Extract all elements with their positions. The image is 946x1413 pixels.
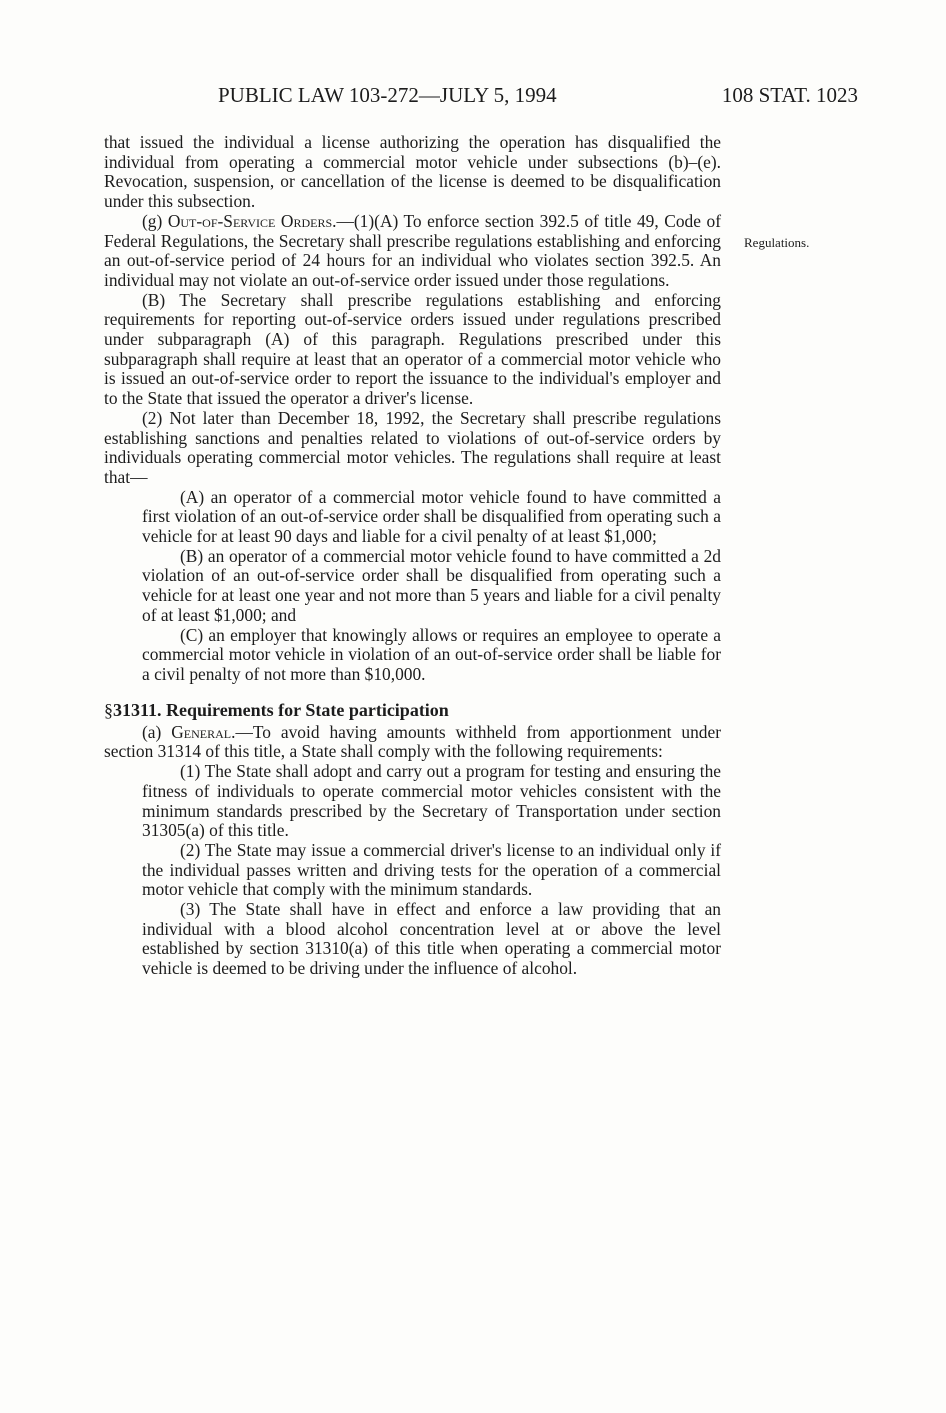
subsection-a-prefix: (a) xyxy=(142,721,172,742)
subparagraph-g2A: (A) an operator of a commercial motor vehicle found to have committed a first violation of an out-of-service order shall be disqualified from operating such a vehicle for at least 90 days and liable for a civil penalty of at least $1,000; xyxy=(142,486,721,547)
section-heading xyxy=(104,699,721,721)
subsection-a xyxy=(104,723,721,762)
subsection-g xyxy=(104,212,721,291)
subsection-g-heading: Out-of-Service Orders. xyxy=(167,210,337,231)
document-body xyxy=(104,133,721,979)
statute-page-number: 108 STAT. 1023 xyxy=(721,83,858,107)
subparagraph-g2B: (B) an operator of a commercial motor vehicle found to have committed a 2d violation of an out-of-service order shall be disqualified from operating such a vehicle for at least one year and not more than 5 years and liable for a civil penalty of at least $1,000; and xyxy=(142,545,721,625)
subparagraph-g2C: (C) an employer that knowingly allows or requires an employee to operate a commercial motor vehicle in violation of an out-of-service order shall be liable for a civil penalty of not more than $10,000. xyxy=(142,624,721,684)
paragraph-a3: (3) The State shall have in effect and enforce a law providing that an individual with a blood alcohol concentration level at or above the level established by section 31310(a) of this title when operating a commercial motor vehicle is deemed to be driving under the influence of alcohol. xyxy=(142,899,721,979)
margin-note-regulations: Regulations. xyxy=(744,235,810,250)
paragraph-g2: (2) Not later than December 18, 1992, the Secretary shall prescribe regulations establishing sanctions and penalties related to violations of out-of-service orders by individuals operating commercial motor vehicles. The regulations shall require at least that— xyxy=(104,407,721,487)
subsection-g-text: —(1)(A) To enforce section 392.5 of title 49, Code of Federal Regulations, the Secretary shall prescribe regulations establishing and enforcing an out-of-service period of 24 hours for an individual who violates section 392.5. An individual may not violate an out-of-service order issued under those regulations. xyxy=(104,210,721,290)
paragraph-a2: (2) The State may issue a commercial driver's license to an individual only if the individual passes written and driving tests for the operation of a commercial motor vehicle that comply with the minimum standards. xyxy=(142,839,721,900)
section-symbol: § xyxy=(104,699,113,720)
subsection-g-prefix: (g) xyxy=(142,210,168,231)
paragraph-g1B: (B) The Secretary shall prescribe regulations establishing and enforcing requirements for reporting out-of-service orders issued under regulations prescribed under subparagraph (A) of this paragraph. Regulations prescribed under this subparagraph shall require at least that an operator of a commercial motor vehicle who is issued an out-of-service order to report the issuance to the individual's employer and to the State that issued the operator a driver's license. xyxy=(104,289,721,409)
page-header xyxy=(218,80,858,110)
section-title: Requirements for State participation xyxy=(166,699,449,720)
continuation-paragraph: that issued the individual a license authorizing the operation has disqualified the individual from operating a commercial motor vehicle under subsections (b)–(e). Revocation, suspension, or cancellation of the license is deemed to be disqualification under this subsection. xyxy=(104,132,721,212)
subsection-a-text: —To avoid having amounts withheld from apportionment under section 31314 of this title, a State shall comply with the following requirements: xyxy=(104,721,721,762)
header-title: PUBLIC LAW 103-272—JULY 5, 1994 xyxy=(218,83,557,107)
paragraph-a1: (1) The State shall adopt and carry out a program for testing and ensuring the fitness of individuals to operate commercial motor vehicles consistent with the minimum standards prescribed by the Secretary of Transportation under section 31305(a) of this title. xyxy=(142,761,721,841)
subsection-a-heading: General. xyxy=(171,721,236,742)
section-number: 31311. xyxy=(113,699,162,720)
